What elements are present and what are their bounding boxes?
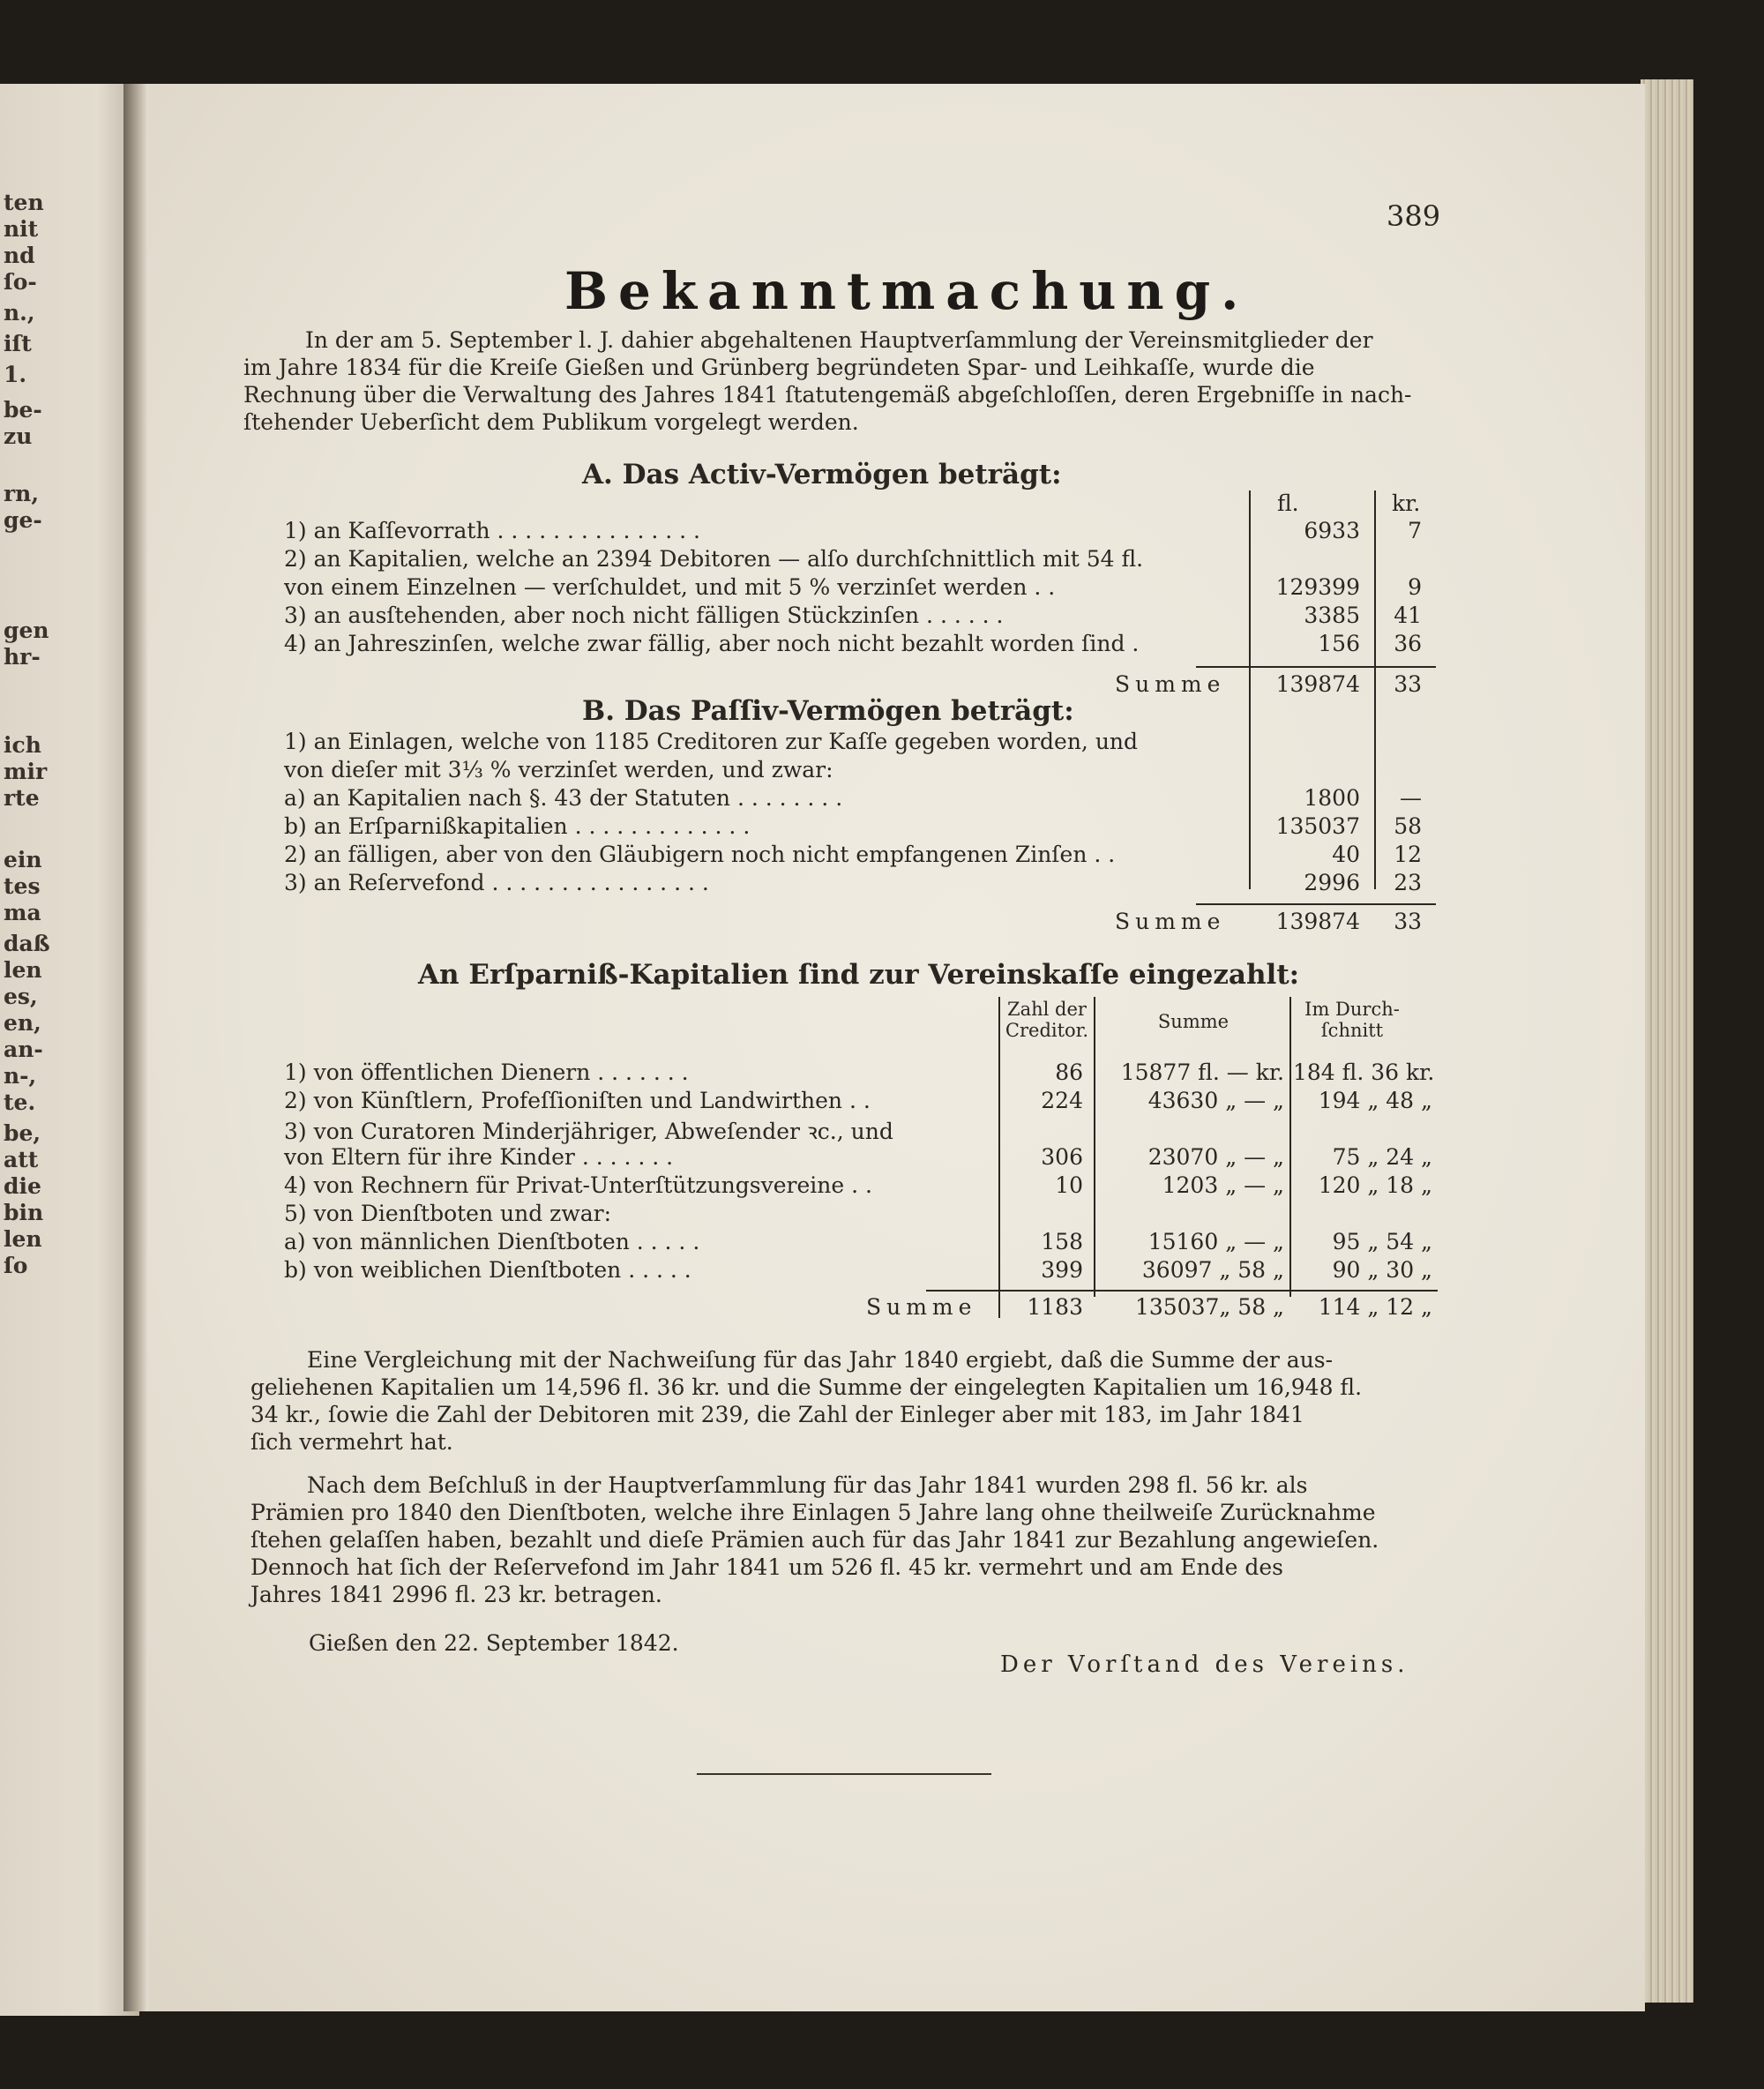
left-page-fragment: len xyxy=(4,957,42,983)
table-row-label: a) an Kapitalien nach §. 43 der Statuten . . . . . . . . xyxy=(284,785,843,811)
left-page-fragment: be, xyxy=(4,1120,41,1146)
paragraph-line: Prämien pro 1840 den Dienſtboten, welche ihre Einlagen 5 Jahre lang ohne theilweiſe Zurücknahme xyxy=(250,1500,1376,1525)
table-rule xyxy=(1094,997,1095,1297)
left-page-fragment: hr- xyxy=(4,644,41,670)
left-page-fragment: len xyxy=(4,1226,42,1252)
table-row-label: 1) an Kaſſevorrath . . . . . . . . . . . . . . . xyxy=(284,518,700,543)
table-cell-kr: 58 xyxy=(1394,813,1422,839)
closing-rule xyxy=(697,1773,991,1775)
table-cell-kr: 9 xyxy=(1408,574,1422,600)
left-page-fragment: n-, xyxy=(4,1063,37,1089)
left-page-fragment: en, xyxy=(4,1010,41,1036)
sum-rule xyxy=(1196,903,1436,905)
sum-rule xyxy=(1196,666,1436,668)
page-title: Bekanntmachung. xyxy=(564,261,1250,321)
table-cell-count: 86 xyxy=(1055,1059,1083,1085)
left-page-fragment: mir xyxy=(4,759,48,784)
section-a-sum-kr: 33 xyxy=(1394,671,1422,697)
left-page-fragment: ſo- xyxy=(4,269,37,295)
table-cell-fl: 135037 xyxy=(1275,813,1360,839)
table-cell-kr: — xyxy=(1400,785,1422,811)
table-rule xyxy=(1249,490,1251,889)
table-cell-average: 194 „ 48 „ xyxy=(1318,1088,1432,1113)
signature: Der Vorſtand des Vereins. xyxy=(1000,1651,1409,1678)
table-cell-count: 10 xyxy=(1055,1172,1083,1198)
section-b-sum-label: Summe xyxy=(1115,909,1226,934)
table-cell-sum: 1203 „ — „ xyxy=(1162,1172,1284,1198)
left-page-fragment: ein xyxy=(4,847,42,872)
table-rule xyxy=(1289,997,1291,1297)
paragraph-line: ſtehen gelaſſen haben, bezahlt und dieſe Prämien auch für das Jahr 1841 zur Bezahlung angewieſen. xyxy=(250,1527,1379,1553)
left-page-fragment: te. xyxy=(4,1089,36,1115)
section-b-sum-kr: 33 xyxy=(1394,909,1422,934)
left-page-fragment: iſt xyxy=(4,331,32,356)
table-row-label: 1) an Einlagen, welche von 1185 Creditoren zur Kaſſe gegeben worden, und xyxy=(284,729,1139,754)
page-number: 389 xyxy=(1387,199,1441,233)
table-row-label: 1) von öffentlichen Dienern . . . . . . . xyxy=(284,1059,689,1085)
section-b-heading: B. Das Paſſiv-Vermögen beträgt: xyxy=(582,695,1074,727)
section-a-sum-label: Summe xyxy=(1115,671,1226,697)
table-row-label: 3) an Reſervefond . . . . . . . . . . . . . . . . xyxy=(284,870,709,895)
table-cell-sum: 15877 fl. — kr. xyxy=(1120,1059,1284,1085)
table-cell-average: 95 „ 54 „ xyxy=(1332,1229,1432,1254)
left-page-fragment: bin xyxy=(4,1200,44,1225)
table-row-label: von einem Einzelnen — verſchuldet, und mit 5 % verzinſet werden . . xyxy=(284,574,1056,600)
premium-paragraph xyxy=(250,1471,1436,1608)
table-row-label: von dieſer mit 3⅓ % verzinſet werden, und zwar: xyxy=(284,757,833,782)
table-cell-kr: 36 xyxy=(1394,631,1422,656)
table-cell-kr: 12 xyxy=(1394,842,1422,867)
left-page-fragment: att xyxy=(4,1147,39,1172)
table-cell-sum: 15160 „ — „ xyxy=(1147,1229,1284,1254)
table-cell-sum: 36097 „ 58 „ xyxy=(1141,1257,1284,1283)
table-row-label: 2) an fälligen, aber von den Gläubigern noch nicht empfangenen Zinſen . . xyxy=(284,842,1116,867)
left-page-fragment: ge- xyxy=(4,507,42,533)
section-b-sum-fl: 139874 xyxy=(1275,909,1360,934)
page-edges xyxy=(1641,79,1693,2003)
table-cell-sum: 43630 „ — „ xyxy=(1147,1088,1284,1113)
paragraph-line: Eine Vergleichung mit der Nachweiſung für das Jahr 1840 ergiebt, daß die Summe der aus- xyxy=(307,1347,1334,1373)
sum-rule xyxy=(926,1290,1438,1292)
left-page-fragment: gen xyxy=(4,618,49,643)
section-c-sum-count: 1183 xyxy=(1027,1294,1083,1320)
table-cell-count: 306 xyxy=(1041,1144,1083,1170)
paragraph-line: Dennoch hat ſich der Reſervefond im Jahr 1841 um 526 fl. 45 kr. vermehrt und am Ende des xyxy=(250,1554,1284,1580)
left-page-fragment: daß xyxy=(4,931,50,956)
section-c-heading: An Erſparniß-Kapitalien ſind zur Vereinskaſſe eingezahlt: xyxy=(418,959,1300,991)
table-cell-fl: 40 xyxy=(1332,842,1360,867)
column-header-sum: Summe xyxy=(1157,1011,1230,1032)
left-page-fragment: ſo xyxy=(4,1253,28,1278)
section-a-heading: A. Das Activ-Vermögen beträgt: xyxy=(582,459,1062,490)
column-header-kr: kr. xyxy=(1392,490,1421,516)
left-page-fragment: be- xyxy=(4,397,42,423)
table-rule xyxy=(998,997,1000,1318)
left-page-fragment: es, xyxy=(4,984,38,1009)
book-gutter xyxy=(123,84,148,2011)
section-c-sum-label: Summe xyxy=(866,1294,977,1320)
table-cell-average: 120 „ 18 „ xyxy=(1318,1172,1432,1198)
intro-line: im Jahre 1834 für die Kreiſe Gießen und Grünberg begründeten Spar- und Leihkaſſe, wurde die xyxy=(243,355,1315,380)
table-row-label: 2) von Künſtlern, Profeſſioniſten und Landwirthen . . xyxy=(284,1088,871,1113)
table-cell-fl: 3385 xyxy=(1304,603,1360,628)
left-page-fragment: rn, xyxy=(4,481,40,506)
intro-line: Rechnung über die Verwaltung des Jahres 1841 ſtatutengemäß abgeſchloſſen, deren Ergebniſſe in nach- xyxy=(243,382,1412,408)
table-row-label: 5) von Dienſtboten und zwar: xyxy=(284,1201,612,1226)
table-row-label: 3) an ausſtehenden, aber noch nicht fälligen Stückzinſen . . . . . . xyxy=(284,603,1004,628)
section-c-sum-amount: 135037„ 58 „ xyxy=(1134,1294,1284,1320)
column-header-count: Zahl der Creditor. xyxy=(1005,999,1089,1041)
left-page-fragment: ten xyxy=(4,190,44,215)
paragraph-line: ſich vermehrt hat. xyxy=(250,1429,453,1455)
paragraph-line: Jahres 1841 2996 fl. 23 kr. betragen. xyxy=(250,1582,662,1607)
section-a-sum-fl: 139874 xyxy=(1275,671,1360,697)
column-header-average: Im Durch- ſchnitt xyxy=(1304,999,1400,1041)
table-cell-kr: 41 xyxy=(1394,603,1422,628)
table-rule xyxy=(1374,490,1376,889)
left-page-fragment: ich xyxy=(4,732,41,758)
left-page xyxy=(0,84,139,2016)
table-cell-fl: 129399 xyxy=(1275,574,1360,600)
table-row-label: a) von männlichen Dienſtboten . . . . . xyxy=(284,1229,700,1254)
table-cell-average: 90 „ 30 „ xyxy=(1332,1257,1432,1283)
left-page-fragment: n., xyxy=(4,300,35,326)
table-cell-kr: 23 xyxy=(1394,870,1422,895)
paragraph-line: Nach dem Beſchluß in der Hauptverſammlung für das Jahr 1841 wurden 298 fl. 56 kr. als xyxy=(307,1472,1308,1498)
table-row-label: 4) von Rechnern für Privat-Unterſtützungsvereine . . xyxy=(284,1172,872,1198)
left-page-fragment: tes xyxy=(4,873,41,899)
intro-paragraph xyxy=(243,326,1436,436)
paragraph-line: geliehenen Kapitalien um 14,596 fl. 36 kr. und die Summe der eingelegten Kapitalien um 16,948 fl. xyxy=(250,1374,1363,1400)
table-cell-count: 224 xyxy=(1041,1088,1083,1113)
left-page-fragment: zu xyxy=(4,423,33,449)
paragraph-line: 34 kr., ſowie die Zahl der Debitoren mit 239, die Zahl der Einleger aber mit 183, im Jahr 1841 xyxy=(250,1402,1304,1427)
intro-line: In der am 5. September l. J. dahier abgehaltenen Hauptverſammlung der Vereinsmitglieder der xyxy=(305,327,1373,353)
left-page-fragment: ma xyxy=(4,900,41,925)
left-page-fragment: nd xyxy=(4,243,35,268)
table-row-label: 2) an Kapitalien, welche an 2394 Debitoren — alſo durchſchnittlich mit 54 fl. xyxy=(284,546,1144,572)
table-row-label: 4) an Jahreszinſen, welche zwar fällig, aber noch nicht bezahlt worden ſind . xyxy=(284,631,1140,656)
table-cell-fl: 6933 xyxy=(1304,518,1360,543)
left-page-fragment: nit xyxy=(4,216,39,242)
table-cell-count: 399 xyxy=(1041,1257,1083,1283)
table-cell-sum: 23070 „ — „ xyxy=(1147,1144,1284,1170)
table-cell-fl: 2996 xyxy=(1304,870,1360,895)
left-page-fragment: die xyxy=(4,1173,41,1199)
section-c-sum-average: 114 „ 12 „ xyxy=(1318,1294,1432,1320)
table-row-label: 3) von Curatoren Minderjähriger, Abweſender ꝛc., und xyxy=(284,1119,893,1144)
column-header-fl: fl. xyxy=(1277,490,1299,516)
table-row-label: b) an Erſparnißkapitalien . . . . . . . . . . . . . xyxy=(284,813,751,839)
left-page-fragment: rte xyxy=(4,785,40,811)
table-cell-fl: 1800 xyxy=(1304,785,1360,811)
table-cell-average: 184 fl. 36 kr. xyxy=(1293,1059,1435,1085)
table-row-label: von Eltern für ihre Kinder . . . . . . . xyxy=(284,1144,674,1170)
table-row-label: b) von weiblichen Dienſtboten . . . . . xyxy=(284,1257,691,1283)
left-page-fragment: 1. xyxy=(4,362,27,387)
comparison-paragraph xyxy=(250,1346,1436,1456)
table-cell-count: 158 xyxy=(1041,1229,1083,1254)
table-cell-average: 75 „ 24 „ xyxy=(1332,1144,1432,1170)
left-page-fragment: an- xyxy=(4,1037,43,1062)
intro-line: ſtehender Ueberſicht dem Publikum vorgelegt werden. xyxy=(243,409,859,435)
table-cell-fl: 156 xyxy=(1318,631,1360,656)
table-cell-kr: 7 xyxy=(1408,518,1422,543)
place-date: Gießen den 22. September 1842. xyxy=(309,1630,679,1656)
